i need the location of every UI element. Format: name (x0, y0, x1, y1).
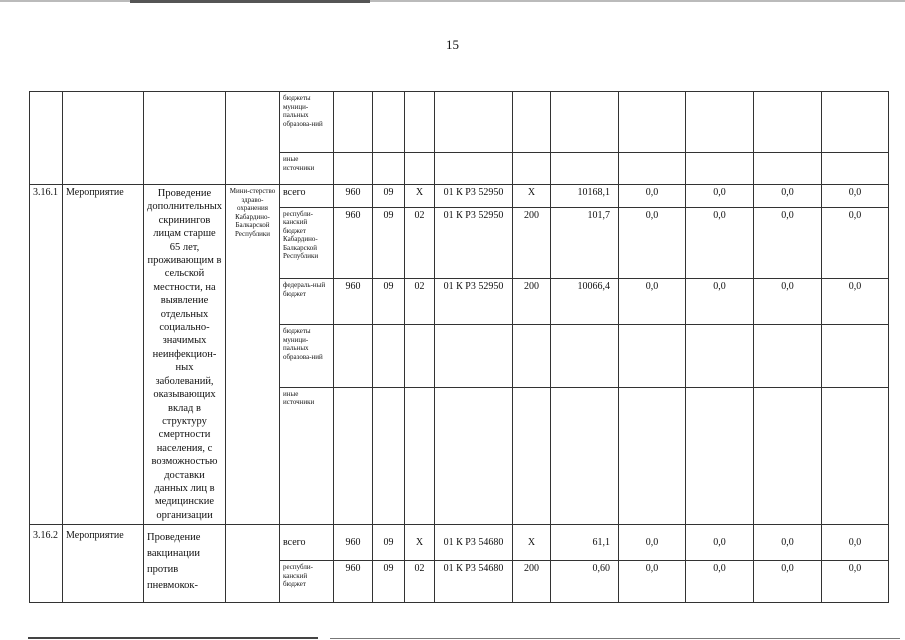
grbs-cell: 960 (334, 185, 373, 208)
value-cell: 0,60 (551, 561, 619, 603)
item-number: 3.16.2 (30, 525, 63, 603)
value-cell: 0,0 (822, 185, 889, 208)
value-cell: 0,0 (754, 207, 822, 279)
value-cell: 0,0 (619, 561, 686, 603)
csr-cell: 01 К Р3 52950 (435, 185, 513, 208)
value-cell: 0,0 (822, 525, 889, 561)
source-cell: федераль-ный бюджет (280, 279, 334, 325)
number-cell (30, 92, 63, 185)
table-row (30, 525, 889, 561)
value-cell: 0,0 (754, 185, 822, 208)
source-cell: всего (280, 185, 334, 208)
item-executor: Мини-стерство здраво-охранения Кабардино-Балкарской Республики (226, 185, 280, 525)
item-type: Мероприятие (63, 525, 144, 603)
vr-cell: X (513, 525, 551, 561)
value-cell: 0,0 (619, 525, 686, 561)
csr-cell: 01 К Р3 54680 (435, 561, 513, 603)
rz-cell: 09 (373, 525, 405, 561)
value-cell: 10066,4 (551, 279, 619, 325)
scan-bottom-mark (28, 637, 318, 639)
rz-cell: 09 (373, 279, 405, 325)
value-cell: 0,0 (619, 279, 686, 325)
source-cell: иные источники (280, 387, 334, 524)
value-cell: 0,0 (686, 279, 754, 325)
vr-cell: X (513, 185, 551, 208)
rz-cell: 09 (373, 207, 405, 279)
source-cell: бюджеты муници-пальных образова-ний (280, 92, 334, 153)
vr-cell: 200 (513, 207, 551, 279)
executor-cell (226, 92, 280, 185)
pr-cell: X (405, 185, 435, 208)
grbs-cell: 960 (334, 207, 373, 279)
pr-cell: 02 (405, 207, 435, 279)
item-description: Проведение дополнительных скринингов лицам старше 65 лет, проживающим в сельской местности, на выявление отдельных социально-значимых неинфекцион-ных заболеваний, оказывающих вклад в структуру смертности населения, с возможностью доставки данных лиц в медицинские организации (144, 185, 226, 525)
source-cell: бюджеты муници-пальных образова-ний (280, 325, 334, 387)
item-number: 3.16.1 (30, 185, 63, 525)
grbs-cell: 960 (334, 525, 373, 561)
value-cell: 0,0 (686, 185, 754, 208)
value-cell: 0,0 (822, 207, 889, 279)
pr-cell: 02 (405, 561, 435, 603)
item-type: Мероприятие (63, 185, 144, 525)
value-cell: 0,0 (686, 525, 754, 561)
scan-bottom-edge (330, 638, 900, 639)
item-executor (226, 525, 280, 603)
value-cell: 61,1 (551, 525, 619, 561)
scan-top-mark (130, 0, 370, 3)
value-cell: 0,0 (822, 279, 889, 325)
rz-cell: 09 (373, 561, 405, 603)
value-cell: 10168,1 (551, 185, 619, 208)
description-cell (144, 92, 226, 185)
value-cell: 0,0 (754, 525, 822, 561)
rz-cell: 09 (373, 185, 405, 208)
table-row (30, 185, 889, 208)
value-cell: 0,0 (822, 561, 889, 603)
csr-cell: 01 К Р3 52950 (435, 279, 513, 325)
source-cell: всего (280, 525, 334, 561)
value-cell: 101,7 (551, 207, 619, 279)
value-cell: 0,0 (619, 207, 686, 279)
value-cell: 0,0 (619, 185, 686, 208)
csr-cell: 01 К Р3 54680 (435, 525, 513, 561)
value-cell: 0,0 (686, 207, 754, 279)
pr-cell: 02 (405, 279, 435, 325)
value-cell: 0,0 (754, 279, 822, 325)
csr-cell: 01 К Р3 52950 (435, 207, 513, 279)
source-cell: иные источники (280, 153, 334, 185)
table-row (30, 92, 889, 153)
value-cell: 0,0 (686, 561, 754, 603)
pr-cell: X (405, 525, 435, 561)
value-cell: 0,0 (754, 561, 822, 603)
source-cell: республи-канский бюджет Кабардино-Балкарской Республики (280, 207, 334, 279)
page-number: 15 (446, 37, 459, 52)
vr-cell: 200 (513, 279, 551, 325)
item-description: Проведение вакцинации против пневмокок- (144, 525, 226, 603)
budget-table (29, 91, 889, 603)
vr-cell: 200 (513, 561, 551, 603)
type-cell (63, 92, 144, 185)
source-cell: республи-канский бюджет (280, 561, 334, 603)
grbs-cell: 960 (334, 561, 373, 603)
grbs-cell: 960 (334, 279, 373, 325)
